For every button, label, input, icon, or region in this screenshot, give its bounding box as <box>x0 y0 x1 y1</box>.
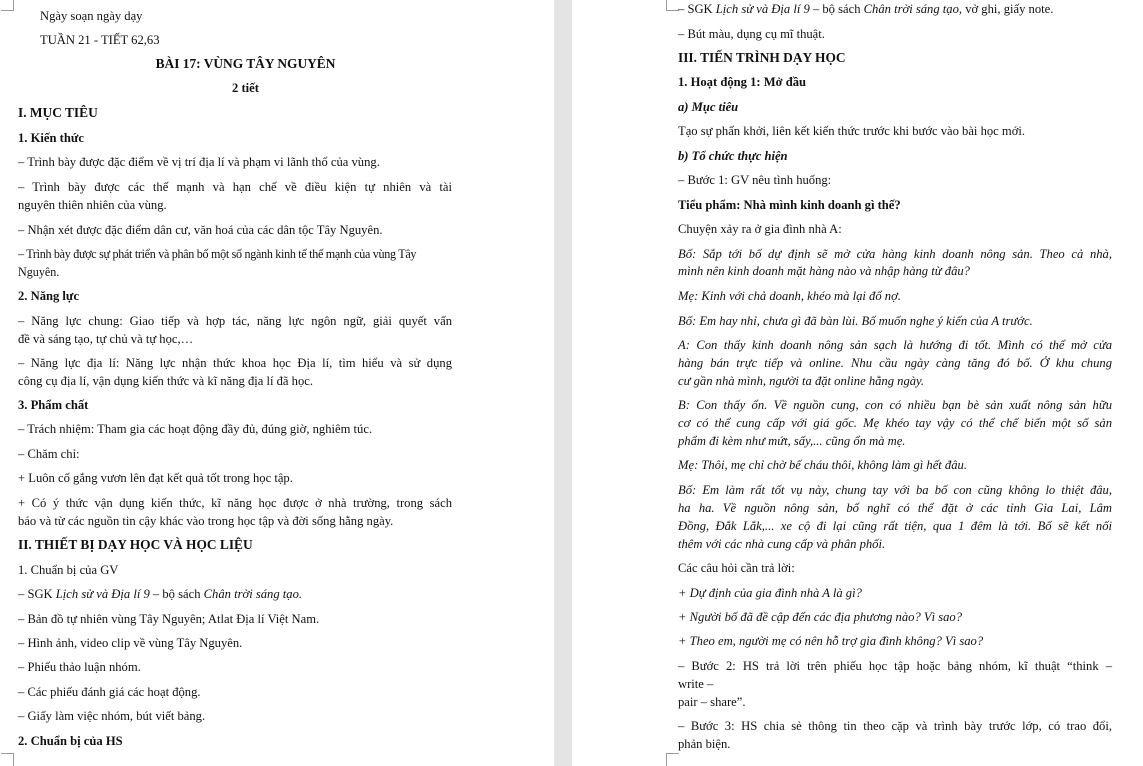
subsection-heading: b) Tổ chức thực hiện <box>678 149 788 163</box>
book-title: Lịch sử và Địa lí 9 <box>715 2 810 16</box>
paragraph-line: – Trách nhiệm: Tham gia các hoạt động đầy đủ, đúng giờ, nghiêm túc. <box>18 422 373 436</box>
text-run: – bộ sách <box>149 587 204 601</box>
paragraph-line: – Các phiếu đánh giá các hoạt động. <box>18 685 201 699</box>
paragraph-line: báo và từ các nguồn tin cậy khác vào trong học tập và đời sống hằng ngày. <box>18 514 394 528</box>
margin-corner-mark <box>1 753 14 766</box>
paragraph-line: nguyên thiên nhiên của vùng. <box>18 198 167 212</box>
paragraph-line: Tạo sự phấn khởi, liên kết kiến thức trước khi bước vào bài học mới. <box>678 124 1026 138</box>
dialogue-line: B: Con thấy ổn. Về nguồn cung, con có nhiều bạn bè sản xuất nông sản hữu <box>678 398 1112 412</box>
paragraph-line: – Bút màu, dụng cụ mĩ thuật. <box>678 27 825 41</box>
paragraph-line: – Bản đồ tự nhiên vùng Tây Nguyên; Atlat Địa lí Việt Nam. <box>18 612 320 626</box>
paragraph-line: – Hình ảnh, video clip về vùng Tây Nguyên. <box>18 636 243 650</box>
paragraph-line: – Phiếu thảo luận nhóm. <box>18 660 141 674</box>
paragraph-line: Chuyện xảy ra ở gia đình nhà A: <box>678 222 842 236</box>
dialogue-line: thêm với các nhà cung cấp và phân phối. <box>678 537 886 551</box>
right-page <box>572 0 1143 766</box>
paragraph-line: + Luôn cố gắng vươn lên đạt kết quả tốt trong học tập. <box>18 471 293 485</box>
paragraph-line <box>18 586 302 602</box>
text-run: – bộ sách <box>809 2 864 16</box>
dialogue-line: cư gần nhà mình, người ta đặt online hằng ngày. <box>678 374 925 388</box>
page-gutter <box>554 0 572 766</box>
paragraph-line: – Trình bày được sự phát triển và phân bố một số ngành kinh tế thế mạnh của vùng Tây <box>18 247 417 261</box>
subsection-heading: a) Mục tiêu <box>678 100 739 114</box>
paragraph-line: – Bước 1: GV nêu tình huống: <box>678 173 832 187</box>
paragraph-line: Các câu hỏi cần trả lời: <box>678 561 795 575</box>
paragraph-line: – Trình bày được đặc điểm về vị trí địa lí và phạm vi lãnh thổ của vùng. <box>18 155 380 169</box>
lesson-title: BÀI 17: VÙNG TÂY NGUYÊN <box>155 56 336 71</box>
week-period-line: TUẦN 21 - TIẾT 62,63 <box>40 33 160 47</box>
paragraph-line: – Năng lực chung: Giao tiếp và hợp tác, năng lực ngôn ngữ, giải quyết vấn <box>18 314 452 328</box>
book-title: Lịch sử và Địa lí 9 <box>55 587 150 601</box>
skit-title: Tiểu phẩm: Nhà mình kinh doanh gì thế? <box>678 198 901 212</box>
dialogue-line: A: Con thấy kinh doanh nông sản sạch là hướng đi tốt. Mình có thể mở cửa <box>678 338 1112 352</box>
paragraph-line: đề và sáng tạo, tự chủ và tự học,… <box>18 332 194 346</box>
paragraph-line: công cụ địa lí, vận dụng kiến thức và kĩ năng địa lí đã học. <box>18 374 314 388</box>
paragraph-line: + Có ý thức vận dụng kiến thức, kĩ năng học được ở nhà trường, trong sách <box>18 496 452 510</box>
dialogue-line: Bố: Em làm rất tốt vụ này, chung tay với ba bố con cũng không lo thiệt đâu, <box>678 483 1112 497</box>
subsection-heading: 1. Kiến thức <box>18 131 84 145</box>
dialogue-line: cơ có thể cung cấp với giá gốc. Mẹ khéo tay vậy có thể chế biến một số sản <box>678 416 1112 430</box>
dialogue-line: phẩm đi kèm như mứt, sấy,... cũng ổn mà mẹ. <box>678 434 906 448</box>
section-heading: II. THIẾT BỊ DẠY HỌC VÀ HỌC LIỆU <box>18 537 253 552</box>
paragraph-line <box>678 1 1053 17</box>
paragraph-line: – Bước 2: HS trả lời trên phiếu học tập hoặc bảng nhóm, kĩ thuật “think – <box>678 659 1112 673</box>
question-line: + Theo em, người mẹ có nên hỗ trợ gia đình không? Vì sao? <box>678 634 984 648</box>
paragraph-line: – Nhận xét được đặc điểm dân cư, văn hoá của các dân tộc Tây Nguyên. <box>18 223 383 237</box>
dialogue-line: Mẹ: Thôi, mẹ chỉ chờ bế cháu thôi, không làm gì hết đâu. <box>678 458 967 472</box>
text-run: – SGK <box>18 587 56 601</box>
margin-corner-mark <box>1 0 14 11</box>
dialogue-line: Mẹ: Kinh với chả doanh, khéo mà lại đổ nợ. <box>678 289 901 303</box>
subsection-heading: 1. Hoạt động 1: Mở đầu <box>678 75 807 89</box>
dialogue-line: Bố: Sắp tới bố dự định sẽ mở cửa hàng kinh doanh nông sản. Theo cả nhà, <box>678 247 1112 261</box>
section-heading: I. MỤC TIÊU <box>18 105 98 120</box>
book-series: Chân trời sáng tạo <box>863 2 959 16</box>
question-line: + Người bố đã đề cập đến các địa phương nào? Vì sao? <box>678 610 963 624</box>
dialogue-line: mình nên kinh doanh mặt hàng nào và nhập hàng từ đâu? <box>678 264 970 278</box>
subsection-heading: 2. Chuẩn bị của HS <box>18 734 123 748</box>
paragraph-line: – Bước 3: HS chia sẻ thông tin theo cặp và trình bày trước lớp, có trao đổi, <box>678 719 1112 733</box>
book-series: Chân trời sáng tạo. <box>203 587 303 601</box>
left-page <box>0 0 554 766</box>
subsection-heading: 3. Phẩm chất <box>18 398 89 412</box>
lesson-duration: 2 tiết <box>232 81 259 95</box>
paragraph-line: – Chăm chỉ: <box>18 447 80 461</box>
paragraph-line: – Năng lực địa lí: Năng lực nhận thức khoa học Địa lí, tìm hiểu và sử dụng <box>18 356 452 370</box>
margin-corner-mark <box>666 753 679 766</box>
doc-date-line: Ngày soạn ngày dạy <box>40 9 143 23</box>
paragraph-line: phản biện. <box>678 737 731 751</box>
paragraph-line: write – <box>678 677 714 691</box>
dialogue-line: Bố: Em hay nhỉ, chưa gì đã bàn lùi. Bố muốn nghe ý kiến của A trước. <box>678 314 1033 328</box>
subsection-heading: 2. Năng lực <box>18 289 80 303</box>
section-heading: III. TIẾN TRÌNH DẠY HỌC <box>678 50 846 65</box>
dialogue-line: hàng bán trực tiếp và online. Nhu cầu ngày càng tăng đó bố. Ở khu chung <box>678 356 1112 370</box>
dialogue-line: Đồng, Đắk Lắk,... xe cộ đi lại cũng rất tiện, qua 1 đêm là tới. Bố sẽ kết nối <box>678 519 1112 533</box>
text-run: – SGK <box>678 2 716 16</box>
paragraph-line: 1. Chuẩn bị của GV <box>18 563 119 577</box>
question-line: + Dự định của gia đình nhà A là gì? <box>678 586 862 600</box>
paragraph-line: – Trình bày được các thế mạnh và hạn chế về điều kiện tự nhiên và tài <box>18 180 452 194</box>
dialogue-line: ha ha. Về nguồn nông sản, bố nghĩ có thể đặt ở các tỉnh Gia Lai, Lâm <box>678 501 1112 515</box>
paragraph-line: Nguyên. <box>18 265 60 279</box>
paragraph-line: – Giấy làm việc nhóm, bút viết bảng. <box>18 709 206 723</box>
paragraph-line: pair – share”. <box>678 695 746 709</box>
text-run: , vở ghi, giấy note. <box>958 2 1054 16</box>
